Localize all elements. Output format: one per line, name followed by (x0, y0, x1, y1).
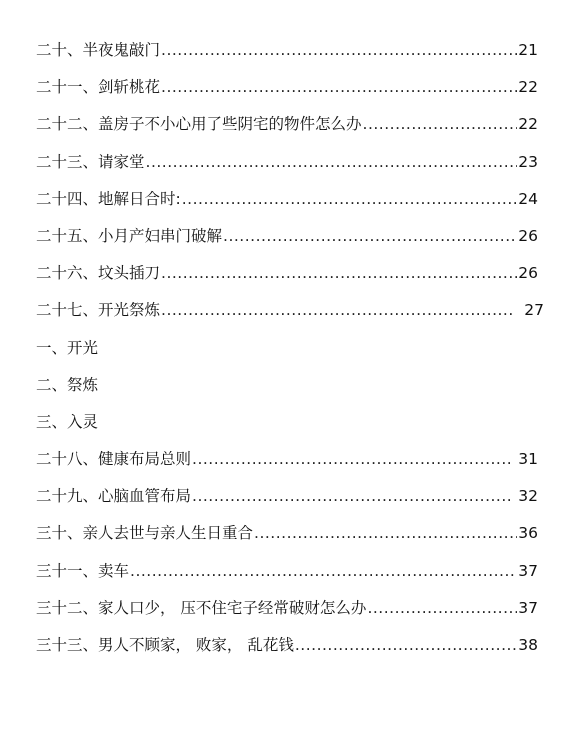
toc-entry-title: 二十二、盖房子不小心用了些阴宅的物件怎么办 (36, 115, 362, 134)
toc-page-number: 21 (518, 41, 538, 59)
toc-entry-title: 二十六、坟头插刀 (36, 264, 161, 283)
toc-page-number: 37 (518, 561, 538, 580)
toc-page-number: 38 (518, 636, 538, 654)
toc-entry-title: 二十九、心脑血管布局 (36, 487, 192, 506)
dot-leader (130, 559, 517, 583)
toc-entry[interactable] (36, 75, 538, 112)
dot-leader (192, 447, 512, 471)
toc-page-number: 24 (518, 189, 538, 208)
dot-leader (161, 298, 514, 322)
toc-entry[interactable] (36, 484, 538, 521)
toc-page-number: 37 (518, 598, 538, 617)
toc-entry[interactable] (36, 559, 538, 596)
toc-page-number: 31 (518, 450, 538, 469)
dot-leader (192, 484, 512, 508)
toc-entry-title: 二十八、健康布局总则 (36, 450, 192, 469)
toc-entry-title: 二十七、开光祭炼 (36, 301, 161, 320)
toc-subentry[interactable] (36, 410, 538, 447)
toc-entry[interactable] (36, 633, 538, 670)
toc-page-number: 22 (518, 78, 538, 97)
toc-entry-title: 三十三、男人不顾家， 败家， 乱花钱 (36, 636, 294, 654)
toc-page-number: 36 (518, 524, 538, 543)
toc-entry[interactable] (36, 112, 538, 149)
dot-leader (161, 75, 517, 99)
toc-entry-title: 二十、半夜鬼敲门 (36, 41, 161, 59)
toc-entry-title: 三十二、家人口少， 压不住宅子经常破财怎么办 (36, 598, 367, 617)
toc-page-number: 32 (518, 487, 538, 506)
toc-entry[interactable] (36, 261, 538, 298)
toc-page-number: 23 (518, 152, 538, 171)
toc-entry[interactable] (36, 298, 544, 335)
toc-entry-title: 二十三、请家堂 (36, 152, 145, 171)
table-of-contents (36, 38, 544, 670)
dot-leader (161, 261, 517, 285)
toc-entry-title: 二十五、小月产妇串门破解 (36, 226, 223, 245)
toc-subentry-title: 三、入灵 (36, 412, 99, 431)
toc-subentry[interactable] (36, 336, 538, 373)
toc-entry[interactable] (36, 521, 538, 558)
dot-leader (254, 521, 517, 545)
toc-entry-title: 二十四、地解日合时: (36, 189, 181, 208)
toc-entry[interactable] (36, 187, 538, 224)
toc-entry-title: 三十一、卖车 (36, 561, 130, 580)
toc-subentry-title: 二、祭炼 (36, 375, 99, 394)
toc-entry[interactable] (36, 38, 538, 75)
toc-entry[interactable] (36, 224, 538, 261)
toc-page-number: 26 (518, 264, 538, 283)
toc-subentry[interactable] (36, 373, 538, 410)
toc-page-number: 26 (518, 226, 538, 245)
toc-entry[interactable] (36, 150, 538, 187)
dot-leader (182, 187, 518, 211)
toc-entry[interactable] (36, 447, 538, 484)
dot-leader (367, 596, 517, 620)
dot-leader (161, 38, 517, 62)
toc-page-number: 27 (524, 301, 544, 320)
toc-page-number: 22 (518, 115, 538, 134)
dot-leader (363, 112, 518, 136)
dot-leader (146, 150, 518, 174)
toc-entry-title: 二十一、剑斩桃花 (36, 78, 161, 97)
dot-leader (295, 633, 517, 657)
dot-leader (223, 224, 517, 248)
toc-entry-title: 三十、亲人去世与亲人生日重合 (36, 524, 254, 543)
toc-subentry-title: 一、开光 (36, 338, 99, 357)
toc-entry[interactable] (36, 596, 538, 633)
